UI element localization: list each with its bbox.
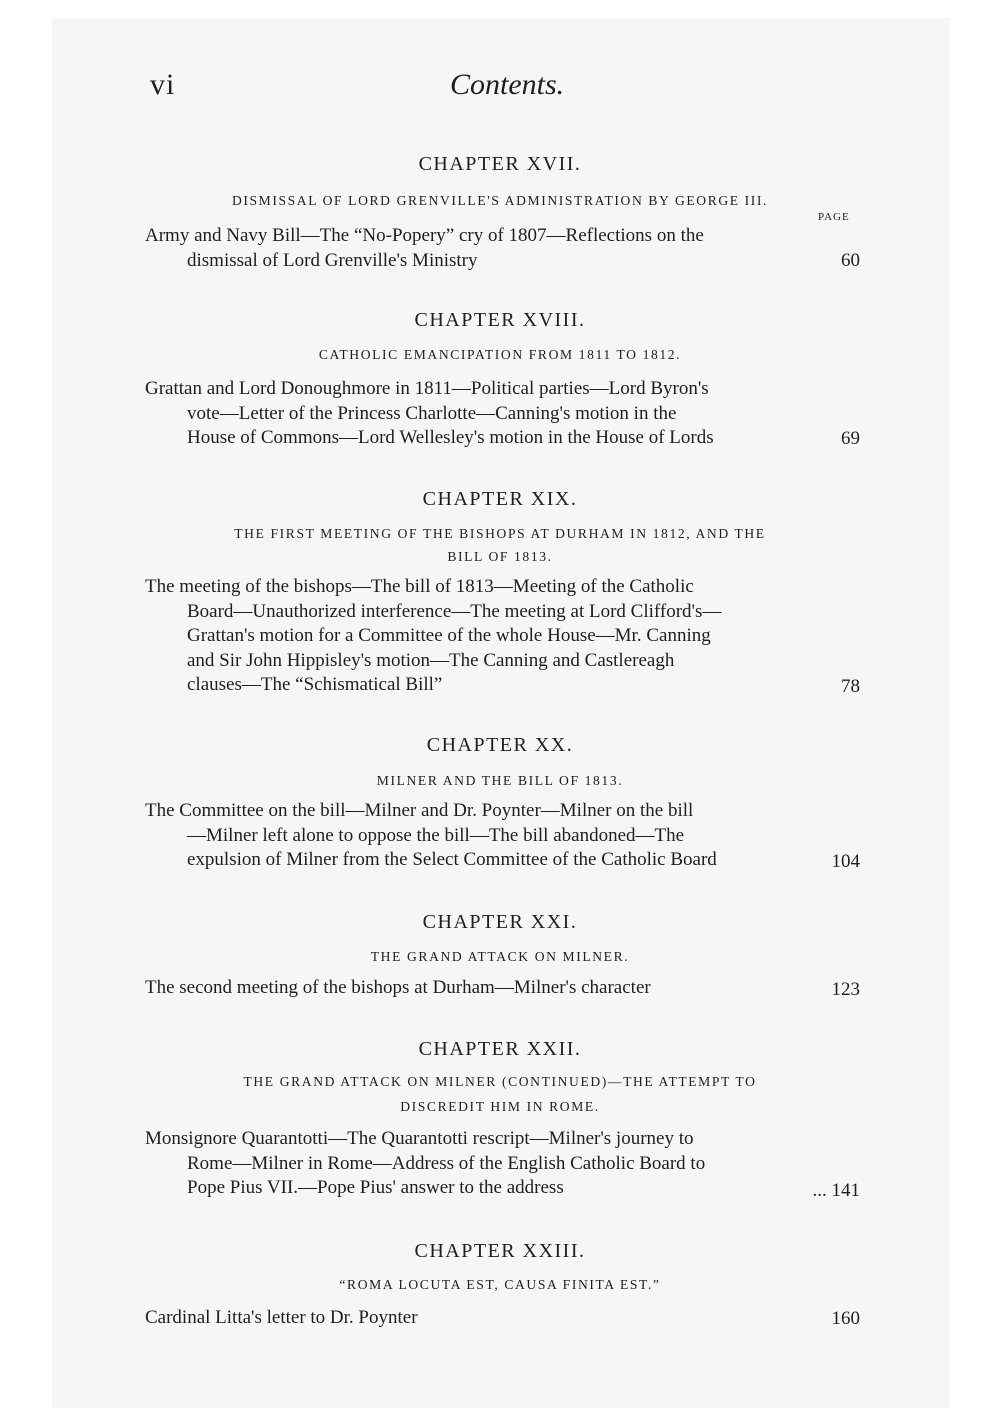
- chapter-subtitle: THE GRAND ATTACK ON MILNER (CONTINUED)—THE ATTEMPT TO: [243, 1074, 757, 1089]
- chapter-title: CHAPTER XXIII.: [414, 1240, 586, 1262]
- chapter-subtitle: THE GRAND ATTACK ON MILNER.: [370, 949, 630, 964]
- chapter-title: CHAPTER XVII.: [418, 153, 582, 175]
- page-column-label: PAGE: [818, 211, 850, 223]
- chapter-subtitle: BILL OF 1813.: [447, 549, 553, 564]
- page-number-with-leader: [780, 1179, 860, 1203]
- page-folio: vi: [150, 68, 176, 101]
- chapter-subtitle: CATHOLIC EMANCIPATION FROM 1811 TO 1812.: [318, 347, 682, 362]
- summary-line: The meeting of the bishops—The bill of 1813—Meeting of the Catholic: [145, 576, 694, 597]
- chapter-summary: [145, 224, 813, 273]
- chapter-title: CHAPTER XX.: [426, 734, 574, 756]
- chapter-summary: [145, 575, 813, 698]
- summary-line: dismissal of Lord Grenville's Ministry: [187, 249, 478, 271]
- chapter-summary: [145, 1127, 813, 1201]
- chapter-summary: [145, 1306, 813, 1331]
- page-number: 123: [831, 979, 860, 1000]
- chapter-subtitle: DISMISSAL OF LORD GRENVILLE'S ADMINISTRATION BY GEORGE III.: [231, 193, 769, 208]
- summary-line: Army and Navy Bill—The “No-Popery” cry of 1807—Reflections on the: [145, 225, 704, 246]
- chapter-subtitle: MILNER AND THE BILL OF 1813.: [376, 773, 624, 788]
- chapter-title: CHAPTER XVIII.: [414, 309, 586, 331]
- summary-line: clauses—The “Schismatical Bill”: [187, 674, 443, 695]
- chapter-subtitle: DISCREDIT HIM IN ROME.: [400, 1099, 600, 1114]
- summary-line: Grattan and Lord Donoughmore in 1811—Political parties—Lord Byron's: [145, 378, 709, 399]
- chapter-title: CHAPTER XXI.: [422, 911, 578, 933]
- page-number: 69: [841, 428, 860, 449]
- chapter-summary: [145, 377, 813, 451]
- chapter-summary: [145, 799, 813, 873]
- chapter-title: CHAPTER XIX.: [422, 488, 578, 510]
- summary-line: —Milner left alone to oppose the bill—The bill abandoned—The: [187, 824, 685, 846]
- chapter-title: CHAPTER XXII.: [418, 1038, 582, 1060]
- chapter-subtitle: “ROMA LOCUTA EST, CAUSA FINITA EST.”: [339, 1277, 661, 1292]
- summary-line: The second meeting of the bishops at Durham—Milner's character: [145, 977, 651, 998]
- running-title: Contents.: [450, 68, 565, 101]
- leader-dots: ...: [812, 1180, 827, 1201]
- summary-line: Grattan's motion for a Committee of the whole House—Mr. Canning: [187, 625, 711, 646]
- summary-line: Pope Pius VII.—Pope Pius' answer to the address: [187, 1177, 564, 1198]
- page-number: 78: [841, 676, 860, 697]
- summary-line: Monsignore Quarantotti—The Quarantotti rescript—Milner's journey to: [145, 1128, 694, 1149]
- page-number: 141: [831, 1180, 860, 1201]
- page-number: 104: [831, 851, 860, 872]
- page-number: 160: [831, 1308, 860, 1329]
- summary-line: Cardinal Litta's letter to Dr. Poynter: [145, 1307, 418, 1328]
- summary-line: expulsion of Milner from the Select Committee of the Catholic Board: [187, 849, 717, 870]
- summary-line: Board—Unauthorized interference—The meeting at Lord Clifford's—: [187, 600, 722, 622]
- chapter-subtitle: THE FIRST MEETING OF THE BISHOPS AT DURHAM IN 1812, AND THE: [234, 526, 766, 541]
- summary-line: vote—Letter of the Princess Charlotte—Canning's motion in the: [187, 402, 677, 424]
- summary-line: Rome—Milner in Rome—Address of the English Catholic Board to: [187, 1152, 706, 1174]
- chapter-summary: [145, 976, 813, 1001]
- summary-line: House of Commons—Lord Wellesley's motion in the House of Lords: [187, 427, 714, 448]
- summary-line: The Committee on the bill—Milner and Dr. Poynter—Milner on the bill: [145, 800, 694, 821]
- summary-line: and Sir John Hippisley's motion—The Canning and Castlereagh: [187, 649, 675, 671]
- page-number: 60: [841, 250, 860, 271]
